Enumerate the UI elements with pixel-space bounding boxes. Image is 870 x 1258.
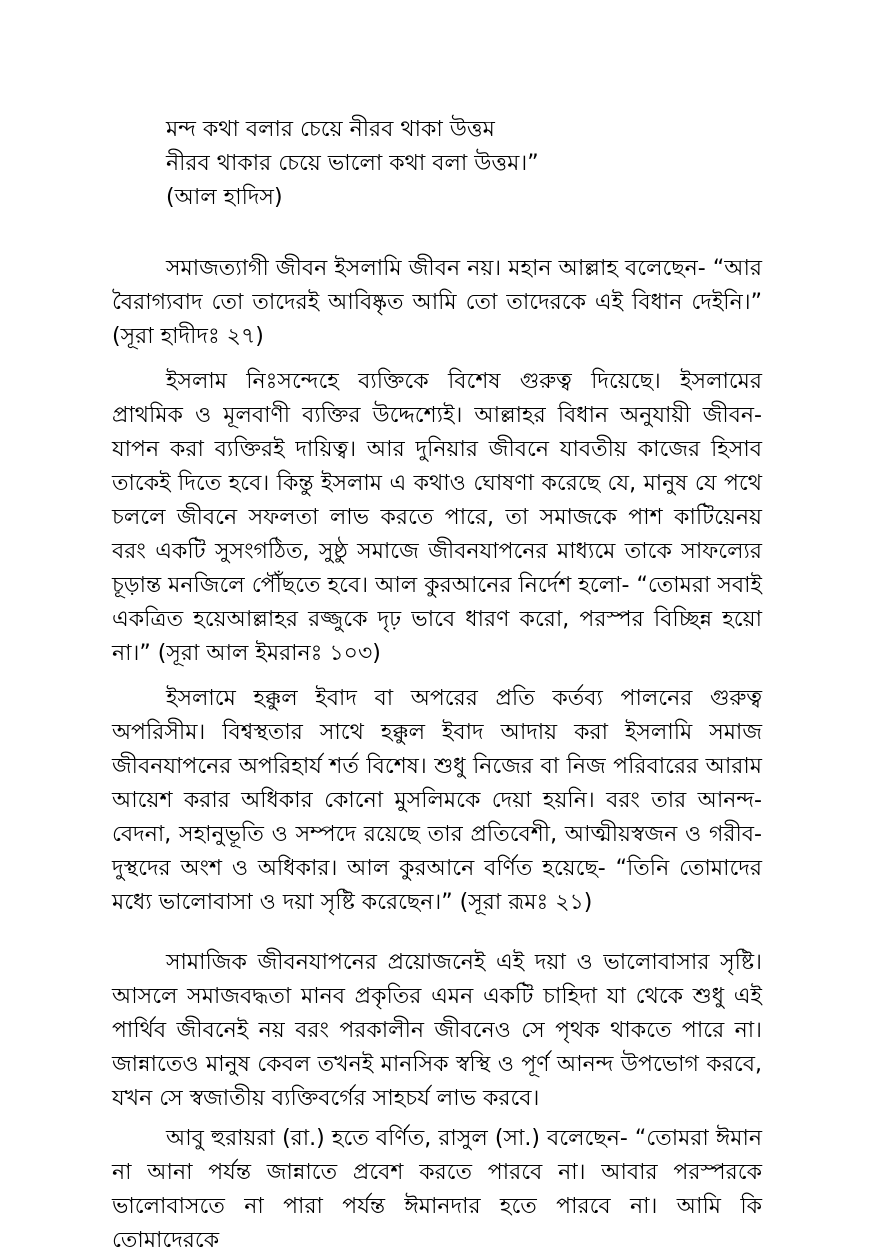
quote-source: (আল হাদিস) — [166, 185, 283, 210]
paragraph-3: ইসলামে হক্কুল ইবাদ বা অপরের প্রতি কর্তব্য পালনের গুরুত্ব অপরিসীম। বিশ্বস্থতার সাথে হক্কুল ইবাদ আদায় করা ইসলামি সমাজ জীবনযাপনের অপরিহার্য শর্ত বিশেষ। শুধু নিজের বা নিজ পরিবারের আরাম আয়েশ করার অধিকার কোনো মুসলিমকে দেয়া হয়নি। বরং তার আনন্দ-বেদনা, সহানুভূতি ও সম্পদে রয়েছে তার প্রতিবেশী, আত্মীয়স্বজন ও গরীব-দুস্থদের অংশ ও অধিকার। আল কুরআনে বর্ণিত হয়েছে- “তিনি তোমাদের মধ্যে ভালোবাসা ও দয়া সৃষ্টি করেছেন।” (সূরা রূমঃ ২১) — [112, 686, 762, 915]
quote-line-1: মন্দ কথা বলার চেয়ে নীরব থাকা উত্তম — [166, 117, 495, 142]
paragraph-2: ইসলাম নিঃসন্দেহে ব্যক্তিকে বিশেষ গুরুত্ব দিয়েছে। ইসলামের প্রাথমিক ও মূলবাণী ব্যক্তির উদ্দেশ্যেই। আল্লাহর বিধান অনুযায়ী জীবন-যাপন করা ব্যক্তিরই দায়িত্ব। আর দুনিয়ার জীবনে যাবতীয় কাজের হিসাব তাকেই দিতে হবে। কিন্তু ইসলাম এ কথাও ঘোষণা করেছে যে, মানুষ যে পথে চললে জীবনে সফলতা লাভ করতে পারে, তা সমাজকে পাশ কাটিয়েনয় বরং একটি সুসংগঠিত, সুষ্ঠু সমাজে জীবনযাপনের মাধ্যমে তাকে সাফল্যের চূড়ান্ত মনজিলে পৌঁছতে হবে। আল কুরআনের নির্দেশ হলো- “তোমরা সবাই একত্রিত হয়েআল্লাহর রজ্জুকে দৃঢ় ভাবে ধারণ করো, পরস্পর বিচ্ছিন্ন হয়ো না।” (সূরা আল ইমরানঃ ১০৩) — [112, 369, 762, 666]
quote-line-2: নীরব থাকার চেয়ে ভালো কথা বলা উত্তম।” — [166, 151, 539, 176]
paragraph-1: সমাজত্যাগী জীবন ইসলামি জীবন নয়। মহান আল্লাহ বলেছেন- “আর বৈরাগ্যবাদ তো তাদেরই আবিষ্কৃত আমি তো তাদেরকে এই বিধান দেইনি।” (সূরা হাদীদঃ ২৭) — [112, 256, 762, 349]
hadith-quote — [166, 113, 786, 215]
paragraph-5: আবু হুরায়রা (রা.) হতে বর্ণিত, রাসুল (সা.) বলেছেন- “তোমরা ঈমান না আনা পর্যন্ত জান্নাতে প্রবেশ করতে পারবে না। আবার পরস্পরকে ভালোবাসতে না পারা পর্যন্ত ঈমানদার হতে পারবে না। আমি কি তোমাদেরকে — [112, 1126, 762, 1253]
paragraph-4: সামাজিক জীবনযাপনের প্রয়োজনেই এই দয়া ও ভালোবাসার সৃষ্টি। আসলে সমাজবদ্ধতা মানব প্রকৃতির এমন একটি চাহিদা যা থেকে শুধু এই পার্থিব জীবনেই নয় বরং পরকালীন জীবনেও সে পৃথক থাকতে পারে না। জান্নাতেও মানুষ কেবল তখনই মানসিক স্বস্থি ও পূর্ণ আনন্দ উপভোগ করবে, যখন সে স্বজাতীয় ব্যক্তিবর্গের সাহচর্য লাভ করবে। — [112, 950, 762, 1111]
